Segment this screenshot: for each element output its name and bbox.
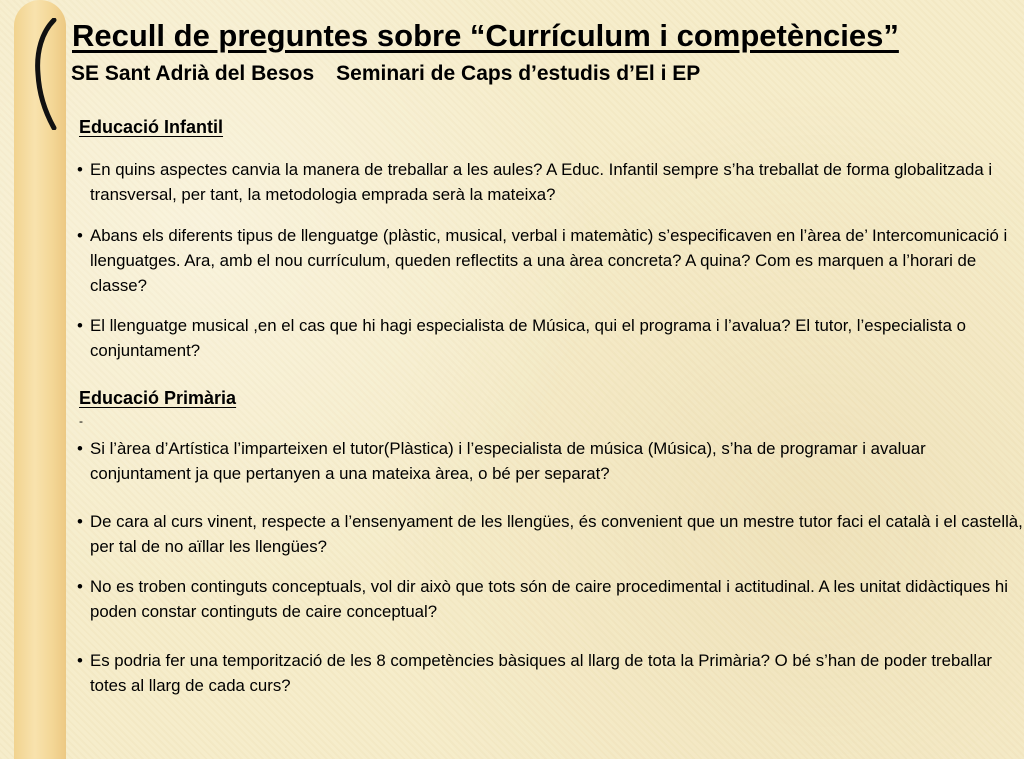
bullet-item: • De cara al curs vinent, respecte a l’ensenyament de les llengües, és convenient que un mestre tutor faci el català i el castellà, per tal de no aïllar les llengües?: [77, 509, 1024, 559]
section-heading-primaria: Educació Primària: [79, 388, 237, 408]
bullet-item: • Abans els diferents tipus de llenguatge (plàstic, musical, verbal i matemàtic) s’especificaven en l’àrea de’ Intercomunicació i llenguatges. Ara, amb el nou currículum, queden reflectits a una àrea concreta? A quina? Com es marquen a l’horari de classe?: [77, 223, 1024, 298]
bullet-item: • No es troben continguts conceptuals, vol dir això que tots són de caire procedimental i actitudinal. A les unitat didàctiques hi poden constar continguts de caire conceptual?: [77, 574, 1024, 624]
bullet-item: • Es podria fer una temporització de les 8 competències bàsiques al llarg de tota la Primària? O bé s’han de poder treballar totes al llarg de cada curs?: [77, 648, 1024, 698]
subtitle-seminar: Seminari de Caps d’estudis d’El i EP: [336, 62, 701, 85]
bullet-item: • El llenguatge musical ,en el cas que hi hagi especialista de Música, qui el programa i l’avalua? El tutor, l’especialista o conjuntament?: [77, 313, 1024, 363]
page-subtitle: [71, 61, 700, 87]
page-title: Recull de preguntes sobre “Currículum i competències”: [72, 18, 899, 53]
bullet-item: • Si l’àrea d’Artística l’imparteixen el tutor(Plàstica) i l’especialista de música (Música), s’ha de programar i avaluar conjuntament ja que pertanyen a una mateixa àrea, o bé per separat?: [77, 436, 1024, 486]
bullet-item: • En quins aspectes canvia la manera de treballar a les aules? A Educ. Infantil sempre s’ha treballat de forma globalitzada i transversal, per tant, la metodologia emprada serà la mateixa?: [77, 157, 1024, 207]
section-heading-infantil: Educació Infantil: [79, 117, 224, 137]
bracket-icon: [30, 18, 60, 130]
subtitle-school: SE Sant Adrià del Besos: [71, 62, 315, 85]
section-dash-marker: -: [79, 414, 83, 428]
